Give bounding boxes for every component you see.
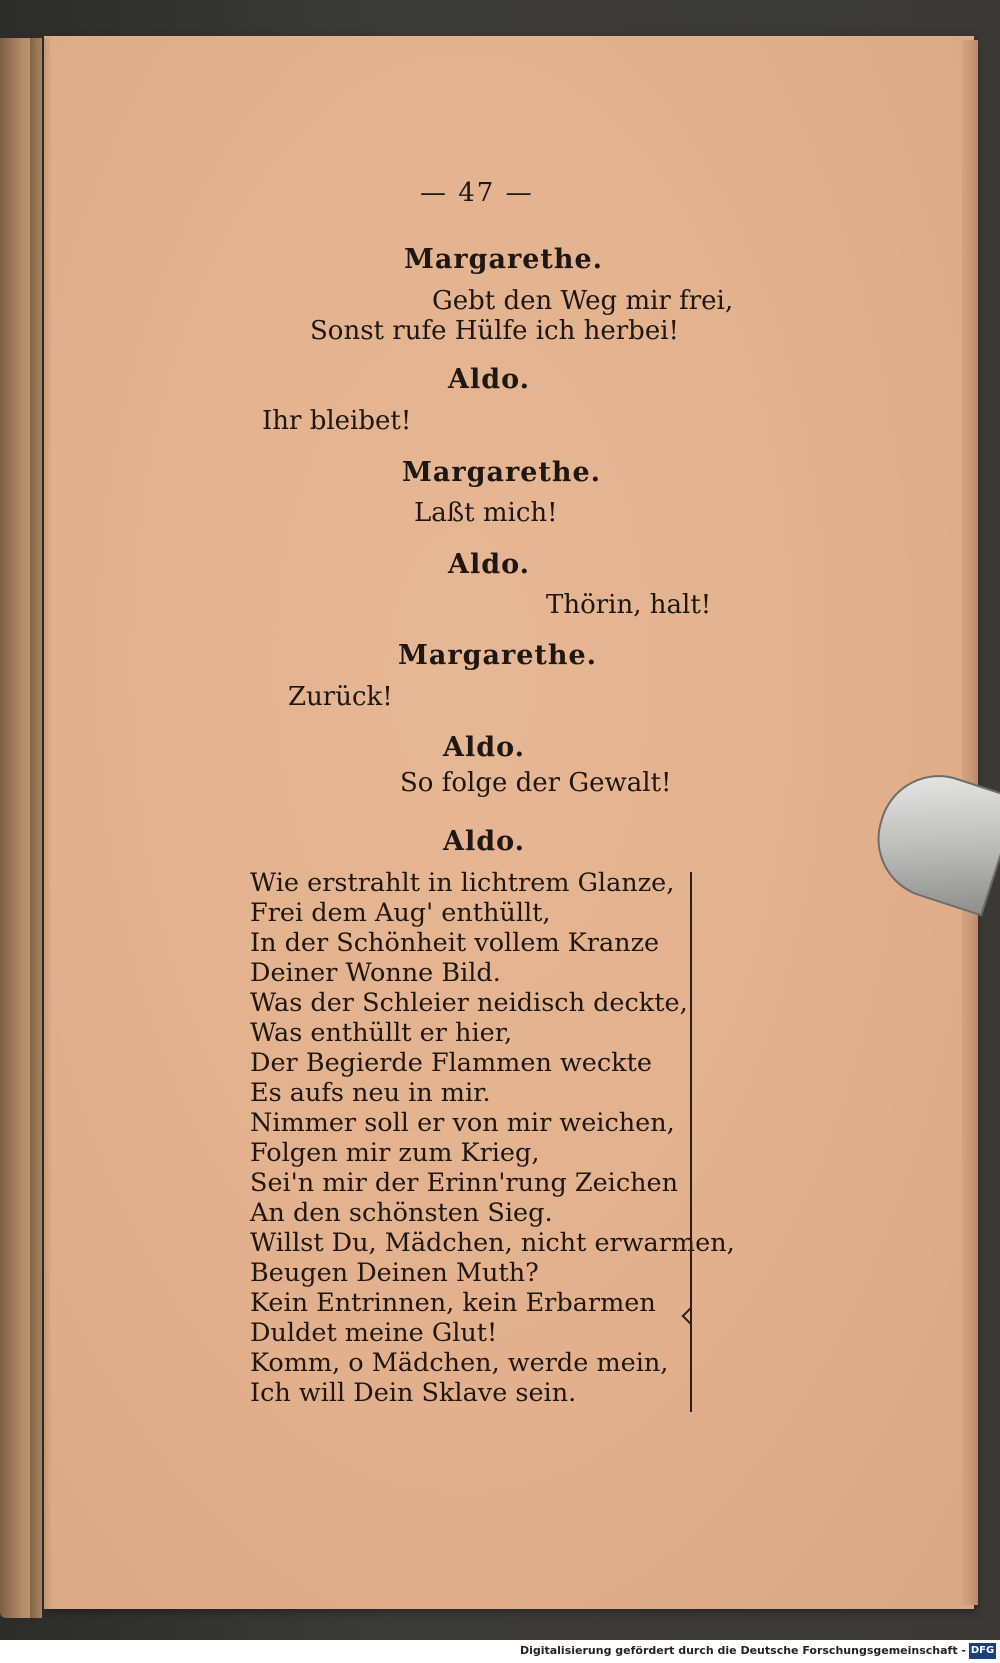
verse-line: Duldet meine Glut!	[250, 1318, 498, 1348]
dialogue-line: Ihr bleibet!	[262, 406, 412, 436]
speaker-name: Margarethe.	[398, 640, 598, 671]
dialogue-line: Zurück!	[288, 682, 393, 712]
dialogue-line: So folge der Gewalt!	[400, 768, 672, 798]
footer-credit: Digitalisierung gefördert durch die Deutsche Forschungsgemeinschaft -	[519, 1644, 966, 1657]
verse-line: In der Schönheit vollem Kranze	[250, 928, 660, 958]
verse-line: Willst Du, Mädchen, nicht erwarmen,	[250, 1228, 735, 1258]
dialogue-line: Gebt den Weg mir frei,	[432, 286, 734, 316]
verse-line: Beugen Deinen Muth?	[250, 1258, 539, 1288]
page-number: — 47 —	[420, 178, 534, 208]
verse-line: An den schönsten Sieg.	[250, 1198, 553, 1228]
verse-brace	[690, 872, 696, 1412]
verse-line: Komm, o Mädchen, werde mein,	[250, 1348, 669, 1378]
verse-line: Was enthüllt er hier,	[250, 1018, 513, 1048]
speaker-name: Aldo.	[448, 364, 531, 395]
verse-line: Sei'n mir der Erinn'rung Zeichen	[250, 1168, 679, 1198]
verse-line: Frei dem Aug' enthüllt,	[250, 898, 551, 928]
speaker-name: Margarethe.	[402, 457, 602, 488]
dialogue-line: Thörin, halt!	[546, 590, 712, 620]
gutter-shadow	[30, 38, 52, 1618]
dialogue-line: Sonst rufe Hülfe ich herbei!	[310, 316, 679, 346]
speaker-name: Aldo.	[443, 826, 526, 857]
verse-line: Der Begierde Flammen weckte	[250, 1048, 652, 1078]
verse-line: Was der Schleier neidisch deckte,	[250, 988, 688, 1018]
verse-line: Es aufs neu in mir.	[250, 1078, 491, 1108]
dialogue-line: Laßt mich!	[414, 498, 558, 528]
verse-line: Ich will Dein Sklave sein.	[250, 1378, 577, 1408]
dfg-logo: DFG	[969, 1643, 996, 1659]
verse-line: Folgen mir zum Krieg,	[250, 1138, 540, 1168]
verse-line: Wie erstrahlt in lichtrem Glanze,	[250, 868, 675, 898]
verse-line: Nimmer soll er von mir weichen,	[250, 1108, 675, 1138]
speaker-name: Margarethe.	[404, 244, 604, 275]
speaker-name: Aldo.	[448, 549, 531, 580]
verse-line: Kein Entrinnen, kein Erbarmen	[250, 1288, 656, 1318]
verse-line: Deiner Wonne Bild.	[250, 958, 501, 988]
speaker-name: Aldo.	[443, 732, 526, 763]
